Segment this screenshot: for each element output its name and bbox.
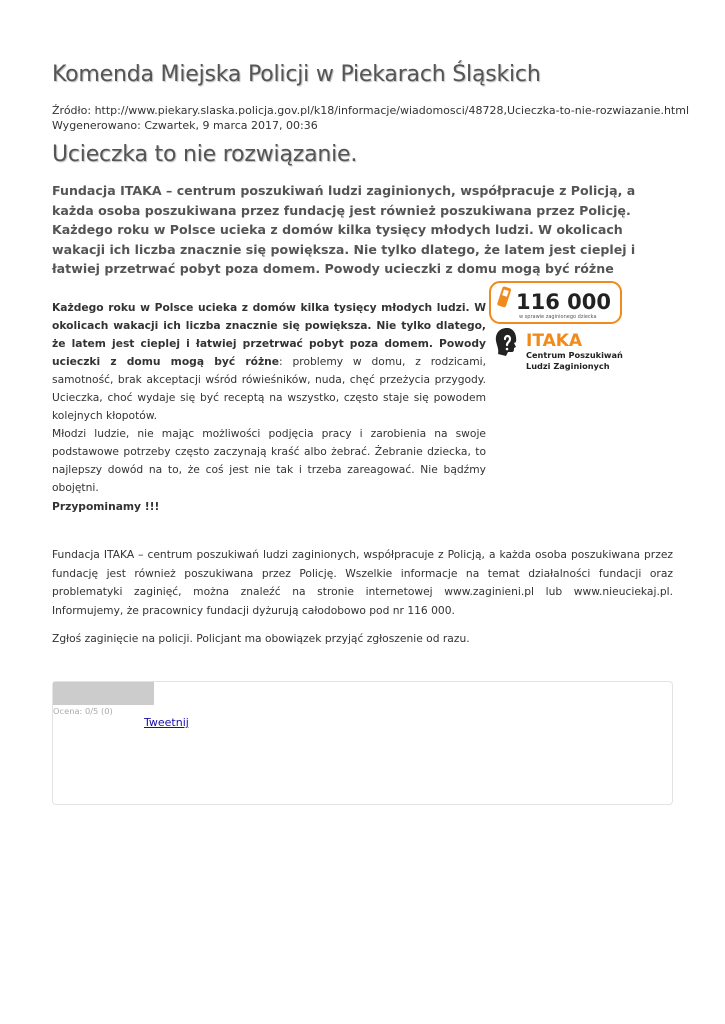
itaka-logo bbox=[489, 280, 623, 376]
article-paragraph-1-rest: : problemy w domu, z rodzicami, samotność, brak akceptacji wśród rówieśników, nuda, chęć przeżycia przygody. Ucieczka, choć wydaje się być receptą na wszystko, często staje się powodem kolejnych kłopotów. bbox=[52, 355, 487, 422]
article-paragraph-2: Młodzi ludzie, nie mając możliwości podjęcia pracy i zarobienia na swoje podstawowe potrzeby często zaczynają kraść albo żebrać. Żebranie dziecka, to najlepszy dowód na to, że coś jest nie tak i trzeba zareagować. Nie bądźmy obojętni. bbox=[52, 427, 486, 494]
hotline-caption: w sprawie zaginionego dziecka bbox=[519, 314, 597, 320]
logo-subtitle-line2: Ludzi Zaginionych bbox=[526, 361, 610, 371]
report-notice: Zgłoś zaginięcie na policji. Policjant ma obowiązek przyjąć zgłoszenie od razu. bbox=[52, 632, 470, 645]
article-paragraph-1 bbox=[52, 299, 486, 425]
tweet-link[interactable]: Tweetnij bbox=[144, 716, 189, 729]
logo-brand: ITAKA bbox=[526, 331, 583, 351]
article-body bbox=[52, 299, 486, 497]
article-title: Ucieczka to nie rozwiązanie. bbox=[52, 142, 358, 167]
rating-stars-bar[interactable] bbox=[53, 682, 154, 705]
site-title: Komenda Miejska Policji w Piekarach Śląskich bbox=[52, 62, 541, 87]
rating-box bbox=[52, 681, 673, 805]
source-url: Źródło: http://www.piekary.slaska.policja.gov.pl/k18/informacje/wiadomosci/48728,Ucieczka-to-nie-rozwiazanie.html bbox=[52, 104, 689, 117]
hotline-number: 116 000 bbox=[516, 290, 611, 314]
logo-subtitle-line1: Centrum Poszukiwań bbox=[526, 350, 623, 360]
reminder-heading: Przypominamy !!! bbox=[52, 500, 160, 513]
article-lead: Fundacja ITAKA – centrum poszukiwań ludzi zaginionych, współpracuje z Policją, a każda osoba poszukiwana przez fundację jest również poszukiwana przez Policję. Każdego roku w Polsce ucieka z domów kilka tysięcy młodych ludzi. W okolicach wakacji ich liczba znacznie się powiększa. Nie tylko dlatego, że latem jest cieplej i łatwiej przetrwać pobyt poza domem. Powody ucieczki z domu mogą być różne bbox=[52, 183, 636, 276]
foundation-info: Fundacja ITAKA – centrum poszukiwań ludzi zaginionych, współpracuje z Policją, a każda osoba poszukiwana przez fundację jest również poszukiwana przez Policję. Wszelkie informacje na temat działalności fundacji oraz problematyki zaginięć, można znaleźć na stronie internetowej www.zaginieni.pl lub www.nieuciekaj.pl. Informujemy, że pracownicy fundacji dyżurują całodobowo pod nr 116 000. bbox=[52, 548, 673, 617]
article-paragraph-1-bold: Każdego roku w Polsce ucieka z domów kilka tysięcy młodych ludzi. W okolicach wakacji ich liczba znacznie się powiększa. Nie tylko dlatego, że latem jest cieplej i łatwiej przetrwać pobyt poza domem. Powody ucieczki z domu mogą być różne bbox=[52, 301, 486, 368]
document-meta bbox=[52, 103, 689, 133]
generated-date: Wygenerowano: Czwartek, 9 marca 2017, 00:36 bbox=[52, 119, 318, 132]
rating-label: Ocena: 0/5 (0) bbox=[53, 706, 113, 716]
head-silhouette-icon bbox=[496, 328, 516, 356]
